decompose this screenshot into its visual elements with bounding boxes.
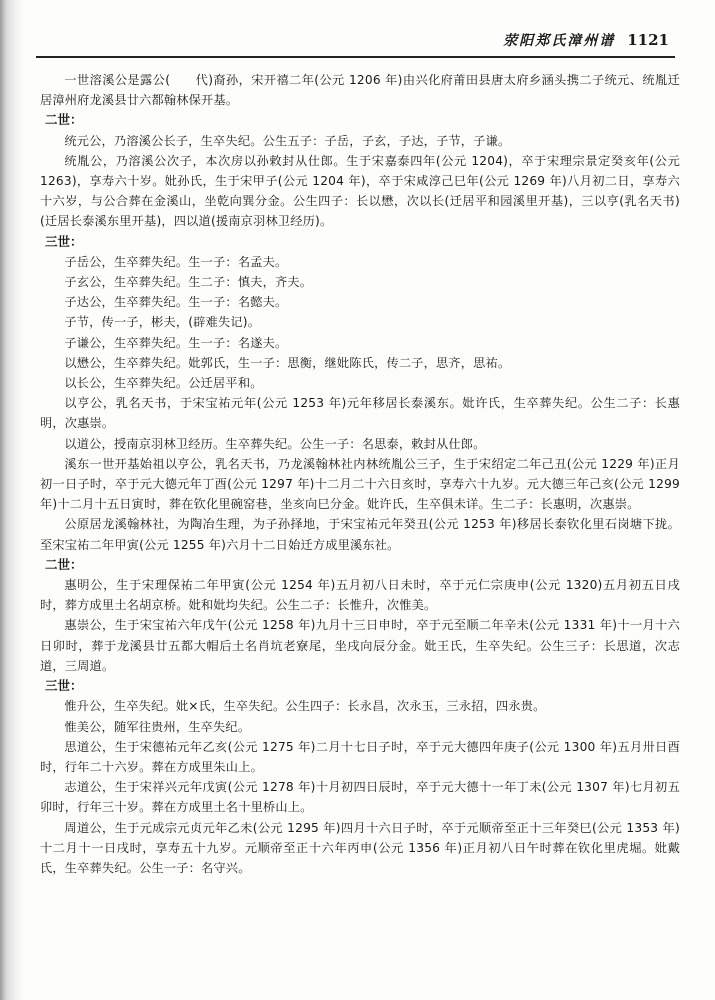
paragraph: 惠明公，生于宋理保祐二年甲寅(公元 1254 年)五月初八日未时，卒于元仁宗庚申(公元 1320)五月初五日戌时，葬方成里土名胡京桥。妣和妣均失纪。公生二子：长惟升，次惟美。 [40,578,680,613]
scan-spine-shadow [0,0,24,1000]
paragraph: 一世溶溪公是露公( 代)裔孙，宋开禧二年(公元 1206 年)由兴化府莆田县唐太府乡涵头携二子统元、统胤迁居漳州府龙溪县廿六都翰林保开基。 [40,73,680,108]
page-number: 1121 [627,31,669,49]
paragraph: 子谦公，生卒葬失纪。生一子：名遂夫。 [64,335,288,350]
paragraph: 周道公，生于元成宗元贞元年乙未(公元 1295 年)四月十六日子时，卒于元顺帝至正十三年癸巳(公元 1353 年)十二月十一日戌时，享寿五十九岁。元顺帝至正十六年丙申(公元 1356 年)正月初八日午时葬在钦化里虎堀。妣戴氏，生卒葬失纪。公生一子：名守兴。 [40,820,680,875]
paragraph: 思道公，生于宋德祐元年乙亥(公元 1275 年)二月十七日子时，卒于元大德四年庚子(公元 1300 年)五月卅日酉时，行年二十六岁。葬在方成里朱山上。 [40,739,680,774]
paragraph: 惠崇公，生于宋宝祐六年戊午(公元 1258 年)九月十三日申时，卒于元至顺二年辛未(公元 1331 年)十一月十六日卯时，葬于龙溪县廿五都大帽后土名肖坑老寮尾，坐戌向辰分金。妣王氏，生卒失纪。公生三子：长思道，次志道，三周道。 [40,618,680,673]
paragraph: 惟升公，生卒失纪。妣×氏，生卒失纪。公生四子：长永昌，次永玉，三永招，四永贵。 [64,699,546,714]
paragraph: 公原居龙溪翰林社，为陶冶生理，为子孙择地，于宋宝祐元年癸丑(公元 1253 年)移居长泰钦化里石岗塘下拢。至宋宝祐二年甲寅(公元 1255 年)六月十二日始迁方成里溪东社。 [40,517,680,552]
generation-heading: 二世： [45,112,83,128]
running-header [503,30,669,52]
paragraph: 子岳公，生卒葬失纪。生一子：名孟夫。 [64,254,288,269]
paragraph: 志道公，生于宋祥兴元年戊寅(公元 1278 年)十月初四日辰时，卒于元大德十一年丁未(公元 1307 年)七月初五卯时，行年三十岁。葬在方成里土名十里桥山上。 [40,780,680,815]
genealogy-text [40,70,680,878]
header-rule [36,56,675,58]
paragraph: 以长公，生卒葬失纪。公迁居平和。 [64,376,263,391]
paragraph: 子达公，生卒葬失纪。生一子：名懿夫。 [64,295,288,310]
paragraph: 子节，传一子，彬夫，(辟难失记)。 [64,315,261,330]
paragraph: 子玄公，生卒葬失纪。生二子：慎夫，齐夫。 [64,275,313,290]
generation-heading: 三世： [45,233,83,249]
paragraph: 以亨公，乳名天书，于宋宝祐元年(公元 1253 年)元年移居长泰溪东。妣许氏，生卒葬失纪。公生二子：长惠明，次惠崇。 [40,396,680,431]
paragraph: 惟美公，随军往贵州，生卒失纪。 [64,719,251,734]
paragraph: 统胤公，乃溶溪公次子，本次房以孙敕封从仕郎。生于宋嘉泰四年(公元 1204)，卒于宋理宗景定癸亥年(公元 1263)，享寿六十岁。妣孙氏，生于宋甲子(公元 1204 年)，卒于宋咸淳己巳年(公元 1269 年)八月初二日，享寿六十六岁，与公合葬在金溪山，坐乾向巽分金。公生四子：长以懋，次以长(迁居平和园溪里开基)，三以亨(乳名天书)(迁居长泰溪东里开基)，四以道(援南京羽林卫经历)。 [40,153,680,229]
header-title: 荥阳郑氏漳州谱 [503,33,616,49]
generation-heading: 三世： [45,678,83,694]
paragraph: 以懋公，生卒葬失纪。妣郭氏，生一子：思衡，继妣陈氏，传二子，思齐，思祐。 [64,355,511,370]
paragraph: 溪东一世开基始祖以亨公，乳名天书，乃龙溪翰林社内林统胤公三子，生于宋绍定二年己丑(公元 1229 年)正月初一日子时，卒于元大德元年丁酉(公元 1297 年)十二月二十六日亥时，享寿六十九岁。元大德三年己亥(公元 1299 年)十二月十五日寅时，葬在钦化里碗窑巷，坐亥向巳分金。妣许氏，生卒俱未详。生二子：长惠明，次惠崇。 [40,456,680,512]
generation-heading: 二世： [45,556,83,572]
paragraph: 统元公，乃溶溪公长子，生卒失纪。公生五子：子岳，子玄，子达，子节，子谦。 [64,133,511,148]
paragraph: 以道公，授南京羽林卫经历。生卒葬失纪。公生一子：名思泰，敕封从仕郎。 [64,436,486,451]
